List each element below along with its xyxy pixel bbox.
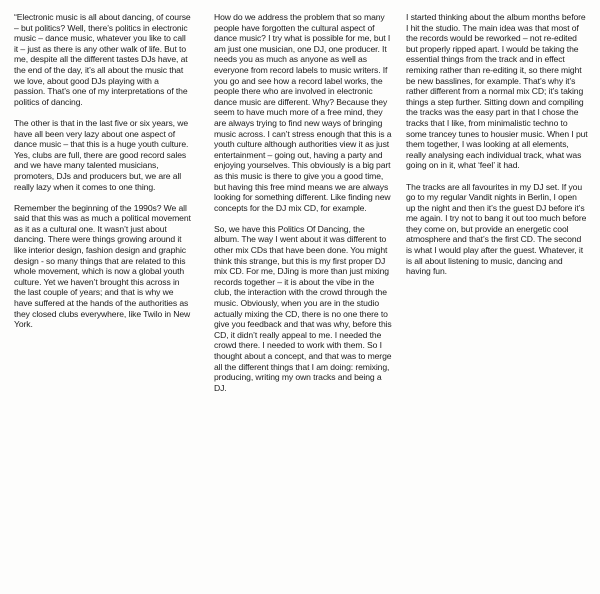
paragraph: The tracks are all favourites in my DJ set. If you go to my regular Vandit nights in Berlin, I open up the night and then it’s the guest DJ before it’s me again. I try not to bang it out too much before they come on, but provide an energetic cool atmosphere and that’s the first CD. The second is what I would play after the guest. Whatever, it is all about listening to music, dancing and having fun. bbox=[406, 181, 587, 277]
text-column-middle bbox=[214, 12, 392, 404]
paragraph: “Electronic music is all about dancing, of course – but politics? Well, there’s politics in electronic music – dance music, whatever you like to call it – just as there is any other walk of life. But to me, despite all the different tastes DJs have, at the end of the day, it’s all about the music that we love, about good DJs playing with a passion. That’s one of my interpretations of the politics of dancing. bbox=[14, 12, 191, 107]
text-column-right bbox=[406, 12, 588, 287]
paragraph: Remember the beginning of the 1990s? We all said that this was as much a political movement as it as a cultural one. It wasn’t just about dancing. There were things growing around it like interior design, fashion design and graphic design - so many things that are related to this whole movement, which is now a global youth culture. Yet we haven’t brought this across in the last couple of years; and that is why we have suffered at the hands of the authorities as they closed clubs everywhere, like Twilo in New York. bbox=[14, 202, 191, 330]
paragraph: So, we have this Politics Of Dancing, the album. The way I went about it was different to other mix CDs that have been done. You might think this strange, but this is my first proper DJ mix CD. For me, DJing is more than just mixing records together – it is about the vibe in the club, the interaction with the crowd through the music. Obviously, when you are in the studio actually mixing the CD, there is no one there to give you feedback and that was why, before this CD, it didn’t really appeal to me. I needed the crowd there. I needed to work with them. So I thought about a concept, and that was to merge all the different things that I am doing: remixing, producing, writing my own tracks and being a DJ. bbox=[214, 223, 392, 393]
text-column-left bbox=[14, 12, 192, 340]
paragraph: I started thinking about the album months before I hit the studio. The main idea was that most of the records would be reworked – not re-edited but properly ripped apart. I would be taking the essential things from the track and in effect remixing rather than re-editing it, so there might be new basslines, for example. That’s why it’s rather different from a normal mix CD; it’s taking things a step further. Sitting down and compiling the tracks was the easy part in that I chose the tracks that I like, from minimalistic techno to some trancey tunes to housier music. When I put them together, I was looking at all elements, really analysing each individual track, what was going on in it, what ‘feel’ it had. bbox=[406, 12, 588, 171]
paragraph: The other is that in the last five or six years, we have all been very lazy about one aspect of dance music – that this is a huge youth culture. Yes, clubs are full, there are good record sales and we have many talented musicians, promoters, DJs and producers but, we are all really lazy when it comes to one thing. bbox=[14, 117, 189, 192]
paragraph: How do we address the problem that so many people have forgotten the cultural aspect of dance music? I try what is possible for me, but I am just one musician, one DJ, one producer. It needs you as much as anyone as well as everyone from record labels to music writers. If you go and see how a record label works, the people there who are involved in electronic dance music are different. Why? Because they seem to have much more of a free mind, they are always trying to find new ways of bringing music across. I can’t stress enough that this is a youth culture although authorities view it as just entertainment – going out, having a party and enjoying yourselves. This obviously is a big part as this music is there to give you a good time, but having this free mind means we are always looking for something different. Like finding new concepts for the DJ mix CD, for example. bbox=[214, 12, 392, 213]
